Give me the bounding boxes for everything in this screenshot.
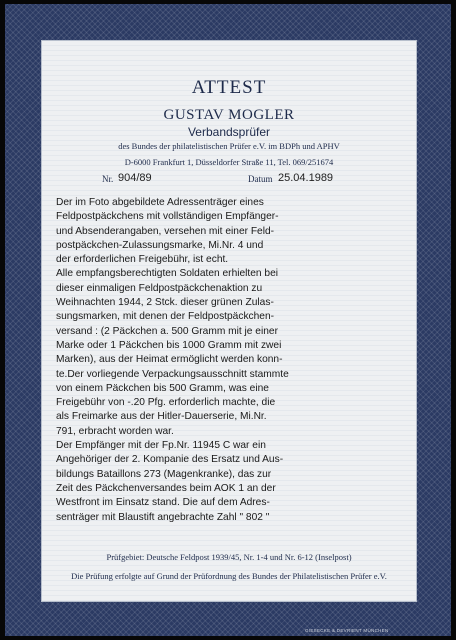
body-line: von einem Päckchen bis 500 Gramm, was eine xyxy=(56,382,269,394)
body-line: Der im Foto abgebildete Adressenträger eines xyxy=(56,197,264,208)
date-value: 25.04.1989 xyxy=(278,172,334,184)
body-line: te.Der vorliegende Verpackungsausschnitt stammte xyxy=(56,368,289,380)
address-line: D-6000 Frankfurt 1, Düsseldorfer Straße 11, Tel. 069/251674 xyxy=(124,157,334,167)
body-line: Der Empfänger mit der Fp.Nr. 11945 C war ein xyxy=(56,440,266,452)
body-line: Angehöriger der 2. Kompanie des Ersatz und Aus- xyxy=(56,454,284,466)
certificate-title: ATTEST xyxy=(191,77,267,98)
certificate-paper xyxy=(41,40,417,602)
date-label: Datum xyxy=(248,174,273,184)
body-line: Westfront im Einsatz stand. Die auf dem Adres- xyxy=(56,497,270,509)
body-line: und Absenderangaben, versehen mit einer Feld- xyxy=(56,225,275,237)
association-line: des Bundes der philatelistischen Prüfer e.V. im BDPh und APHV xyxy=(118,141,340,151)
body-line: Marke oder 1 Päckchen bis 1000 Gramm mit zwei xyxy=(56,339,282,351)
nr-value: 904/89 xyxy=(118,172,152,184)
body-line: Marken), aus der Heimat ermöglicht werden konn- xyxy=(56,354,283,366)
body-line: sungsmarken, mit denen der Feldpostpäckchen- xyxy=(56,311,275,323)
body-line: Freigebühr von -.20 Pfg. erforderlich machte, die xyxy=(56,397,276,409)
body-line: als Freimarke aus der Hitler-Dauerserie, Mi.Nr. xyxy=(56,411,267,423)
body-line: Weihnachten 1944, 2 Stck. dieser grünen Zulas- xyxy=(56,297,274,309)
expert-role: Verbandsprüfer xyxy=(187,125,271,139)
body-line: 791, erbracht worden war. xyxy=(56,425,174,437)
body-line: postpäckchen-Zulassungsmarke, Mi.Nr. 4 und xyxy=(56,239,264,251)
pruefgebiet-line: Prüfgebiet: Deutsche Feldpost 1939/45, Nr. 1-4 und Nr. 6-12 (Inselpost) xyxy=(106,552,352,562)
expert-name: GUSTAV MOGLER xyxy=(163,107,295,123)
body-line: Alle empfangsberechtigten Soldaten erhielten bei xyxy=(56,268,279,280)
body-line: senträger mit Blaustift angebrachte Zahl " 802 " xyxy=(56,511,270,523)
body-line: Feldpostpäckchens mit vollständigen Empfänger- xyxy=(56,211,279,223)
body-line: der erforderlichen Freigebühr, ist echt. xyxy=(56,254,229,266)
body-line: versand : (2 Päckchen a. 500 Gramm mit je einer xyxy=(56,325,278,337)
body-line: Zeit des Päckchenversandes beim AOK 1 an der xyxy=(56,482,276,494)
printer-mark: GIESECKE & DEVRIENT MÜNCHEN xyxy=(305,628,389,633)
body-line: bildungs Bataillons 273 (Magenkranke), das zur xyxy=(56,468,272,480)
attest-body xyxy=(56,196,406,525)
nr-label: Nr. xyxy=(102,174,114,184)
certificate-border xyxy=(5,4,451,636)
footer-line: Die Prüfung erfolgte auf Grund der Prüfordnung des Bundes der Philatelistischen Prüfer e.V. xyxy=(71,571,387,581)
body-line: dieser einmaligen Feldpostpäckchenaktion zu xyxy=(56,282,263,294)
